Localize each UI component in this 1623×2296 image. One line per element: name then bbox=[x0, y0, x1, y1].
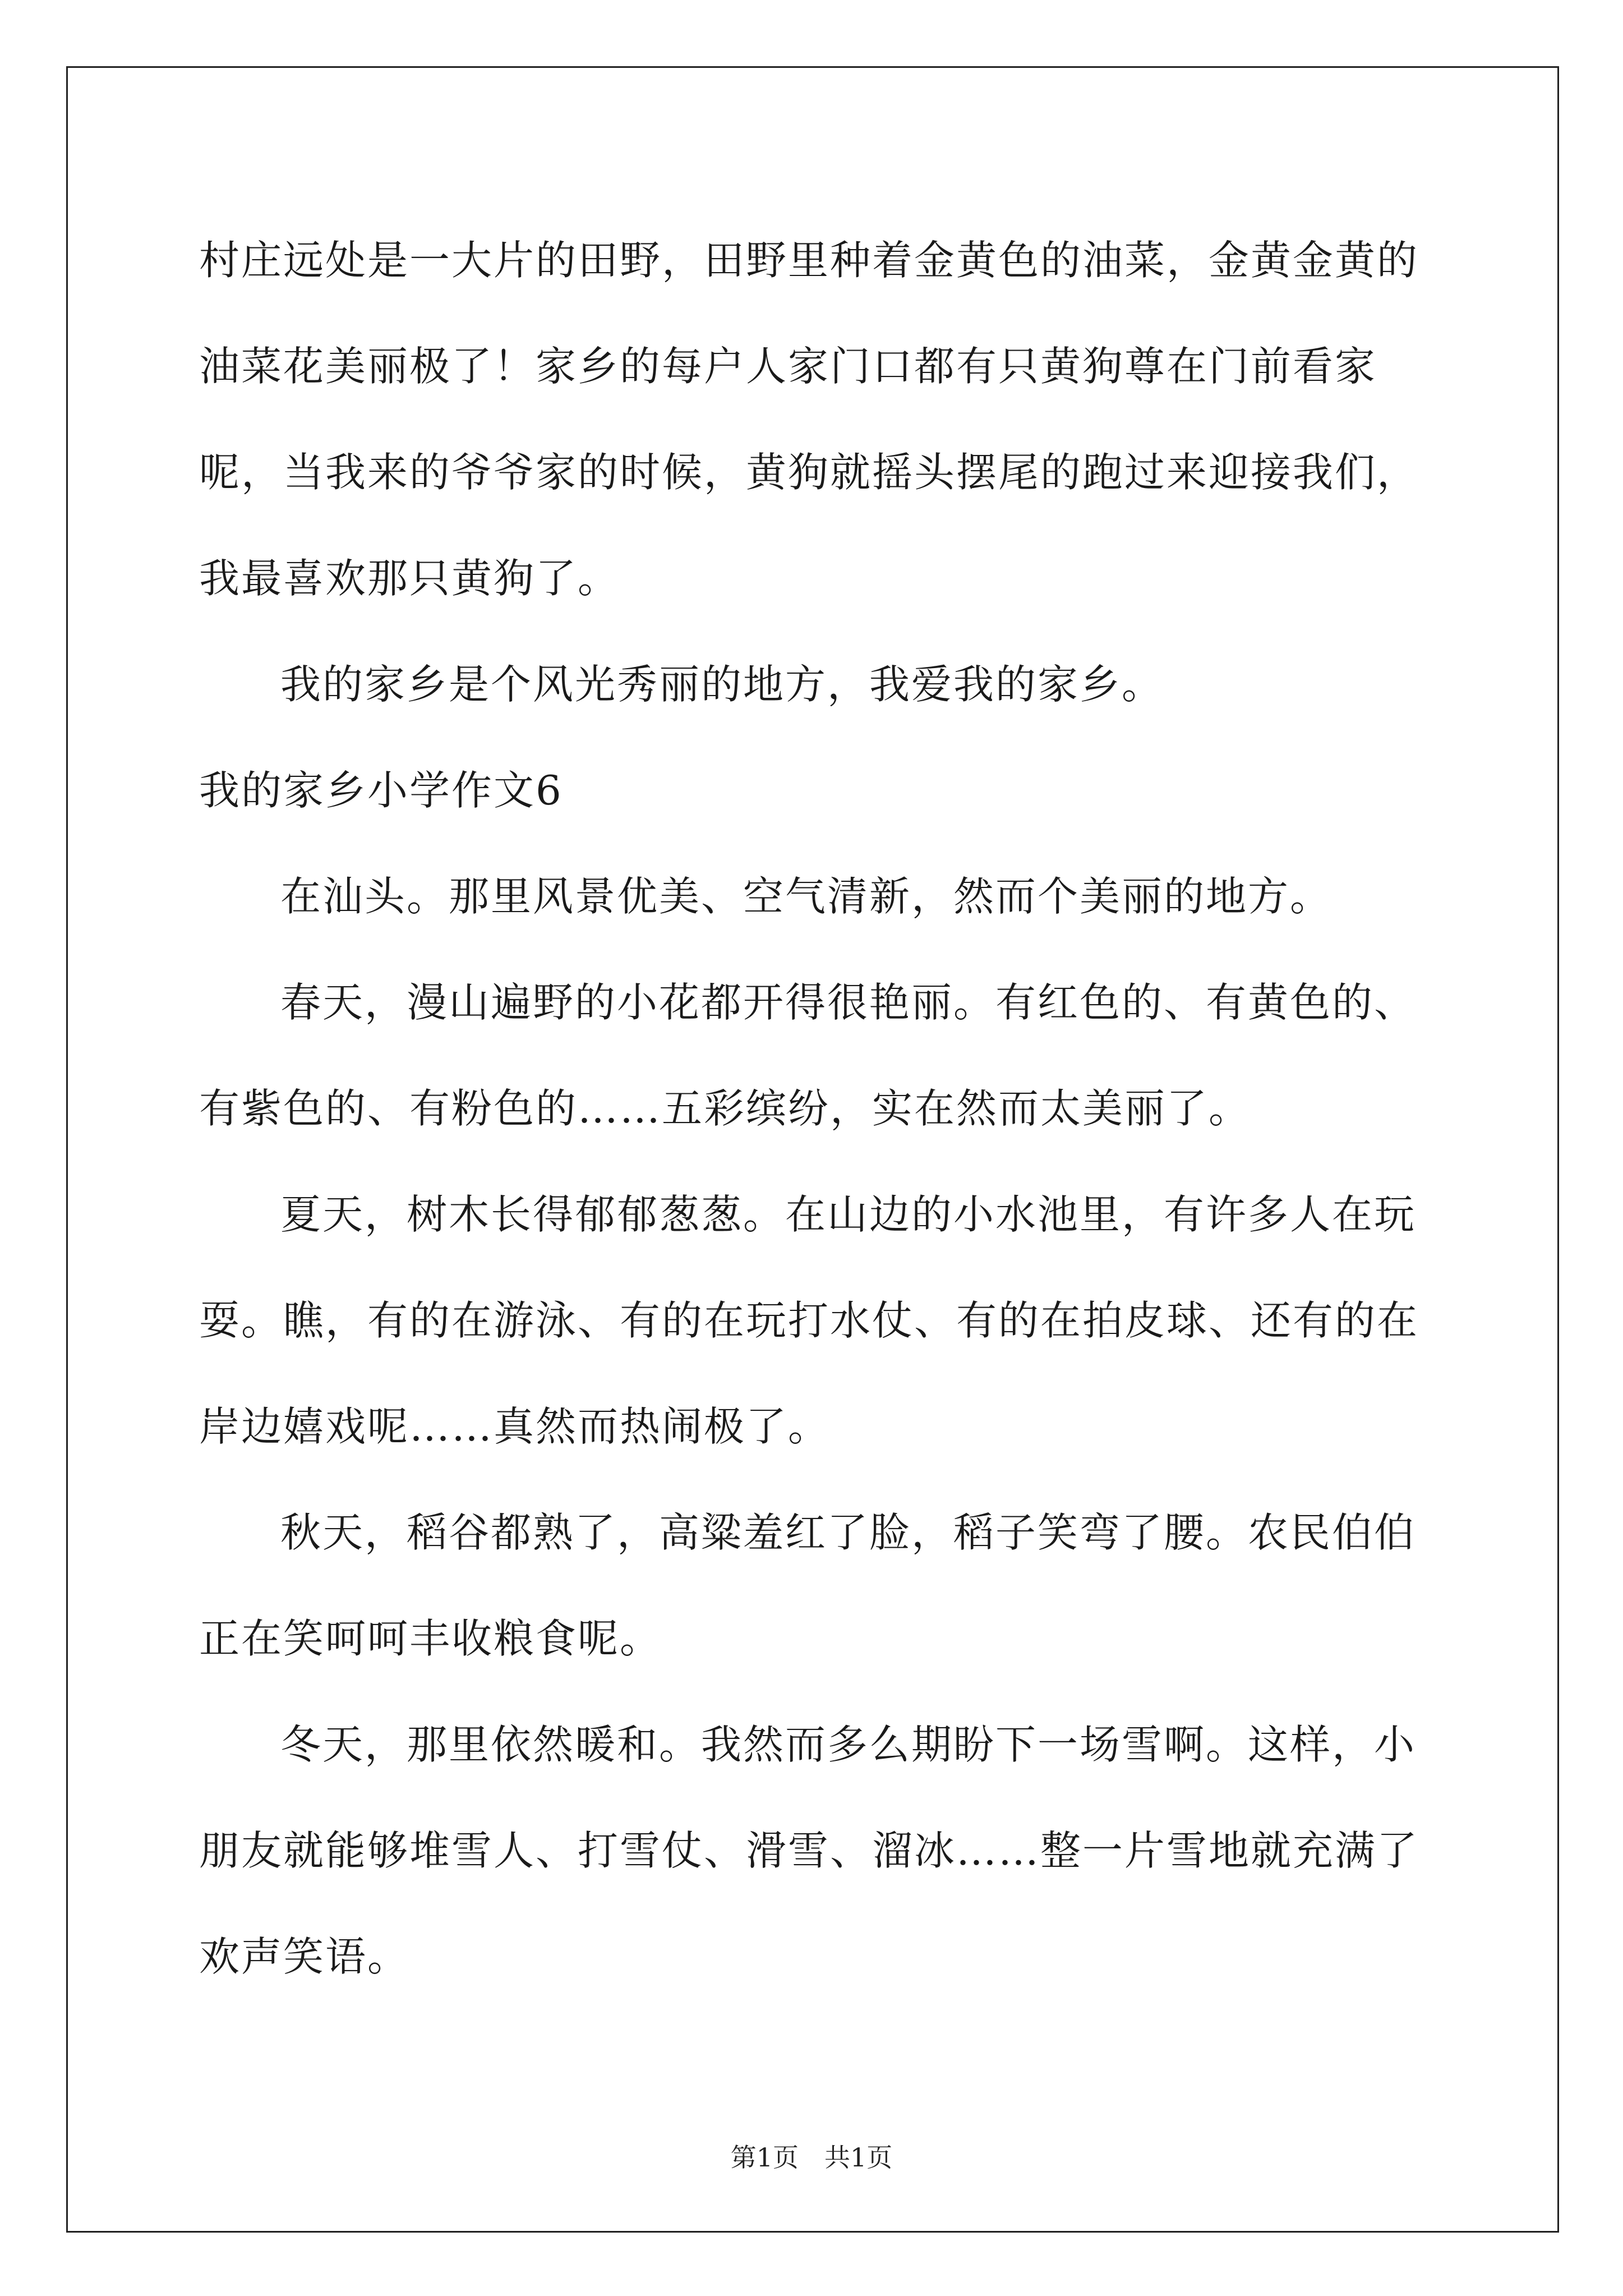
paragraph-summer: 夏天，树木长得郁郁葱葱。在山边的小水池里，有许多人在玩耍。瞧，有的在游泳、有的在玩打水仗、有的在拍皮球、还有的在岸边嬉戏呢……真然而热闹极了。 bbox=[199, 1191, 1419, 1450]
paragraph-2: 我的家乡是个风光秀丽的地方，我爱我的家乡。 bbox=[280, 661, 1164, 708]
section-heading: 我的家乡小学作文6 bbox=[199, 767, 563, 814]
paragraph-3: 在汕头。那里风景优美、空气清新，然而个美丽的地方。 bbox=[280, 873, 1332, 920]
document-body bbox=[199, 208, 1450, 2010]
paragraph-1: 村庄远处是一大片的田野，田野里种着金黄色的油菜，金黄金黄的油菜花美丽极了！家乡的每户人家门口都有只黄狗尊在门前看家呢，当我来的爷爷家的时候，黄狗就摇头摆尾的跑过来迎接我们，我最喜欢那只黄狗了。 bbox=[199, 237, 1419, 602]
paragraph-winter: 冬天，那里依然暖和。我然而多么期盼下一场雪啊。这样，小朋友就能够堆雪人、打雪仗、滑雪、溜冰……整一片雪地就充满了欢声笑语。 bbox=[199, 1721, 1419, 1980]
paragraph-spring: 春天，漫山遍野的小花都开得很艳丽。有红色的、有黄色的、有紫色的、有粉色的……五彩缤纷，实在然而太美丽了。 bbox=[199, 979, 1417, 1132]
paragraph-autumn: 秋天，稻谷都熟了，高粱羞红了脸，稻子笑弯了腰。农民伯伯正在笑呵呵丰收粮食呢。 bbox=[199, 1509, 1417, 1662]
page-footer: 第1页 共1页 bbox=[730, 2142, 893, 2173]
